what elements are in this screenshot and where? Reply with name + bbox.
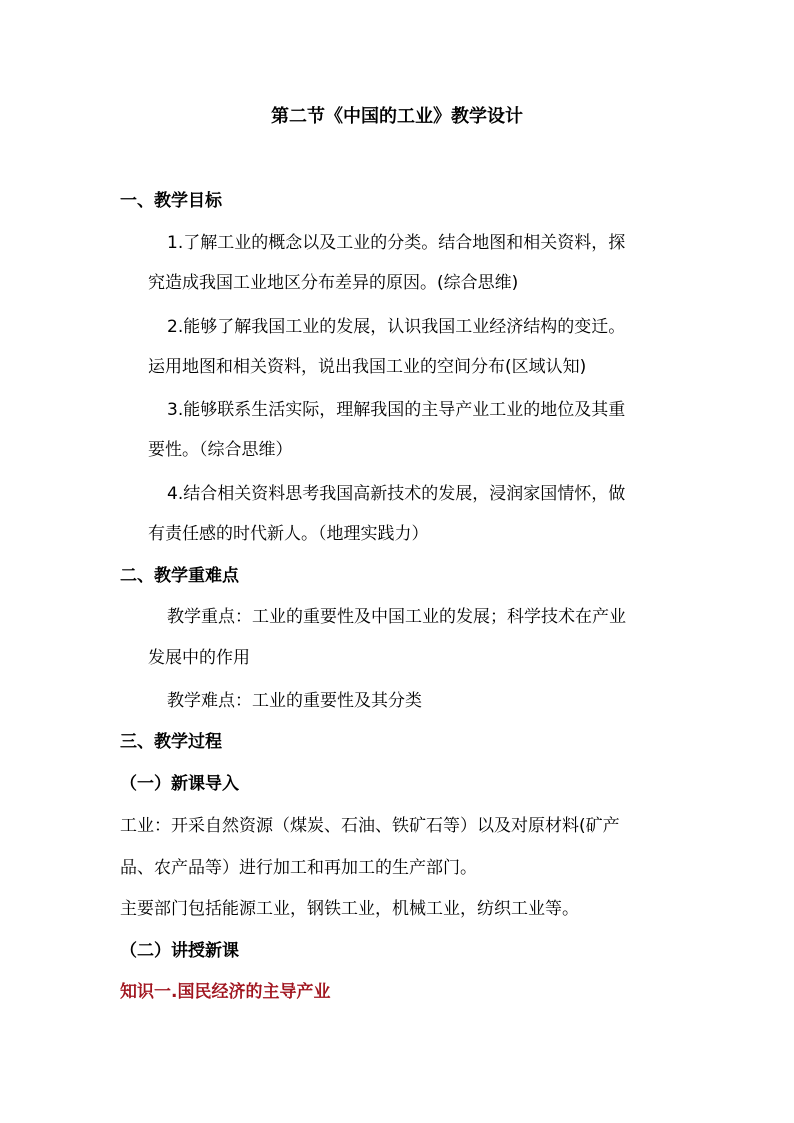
knowledge-heading-1: 知识一.国民经济的主导产业 [120,982,331,1002]
objective-1-line-2: 究造成我国工业地区分布差异的原因。(综合思维) [148,273,519,293]
objective-2-line-2: 运用地图和相关资料，说出我国工业的空间分布(区域认知) [148,357,587,377]
intro-paragraph-2: 主要部门包括能源工业，钢铁工业，机械工业，纺织工业等。 [120,899,579,919]
objective-2-line-1: 2.能够了解我国工业的发展，认识我国工业经济结构的变迁。 [167,317,626,337]
difficulty-line: 教学难点：工业的重要性及其分类 [167,691,422,711]
objective-3-line-2: 要性。（综合思维） [148,440,293,460]
intro-paragraph-line-2: 品、农产品等）进行加工和再加工的生产部门。 [120,858,477,878]
section-heading-objectives: 一、教学目标 [120,191,222,211]
key-points-line-2: 发展中的作用 [148,648,250,668]
section-heading-process: 三、教学过程 [120,732,222,752]
objective-4-line-2: 有责任感的时代新人。（地理实践力） [148,524,429,544]
objective-3-line-1: 3.能够联系生活实际，理解我国的主导产业工业的地位及其重 [167,400,626,420]
section-heading-key-points: 二、教学重难点 [120,566,239,586]
objective-1-line-1: 1.了解工业的概念以及工业的分类。结合地图和相关资料，探 [167,233,626,253]
document-title: 第二节《中国的工业》教学设计 [271,106,523,127]
key-points-line-1: 教学重点：工业的重要性及中国工业的发展；科学技术在产业 [167,607,626,627]
subsection-heading-intro: （一）新课导入 [120,774,239,794]
objective-4-line-1: 4.结合相关资料思考我国高新技术的发展，浸润家国情怀，做 [167,484,626,504]
intro-paragraph-line-1: 工业：开采自然资源（煤炭、石油、铁矿石等）以及对原材料(矿产 [120,816,620,836]
subsection-heading-new-lesson: （二）讲授新课 [120,941,239,961]
